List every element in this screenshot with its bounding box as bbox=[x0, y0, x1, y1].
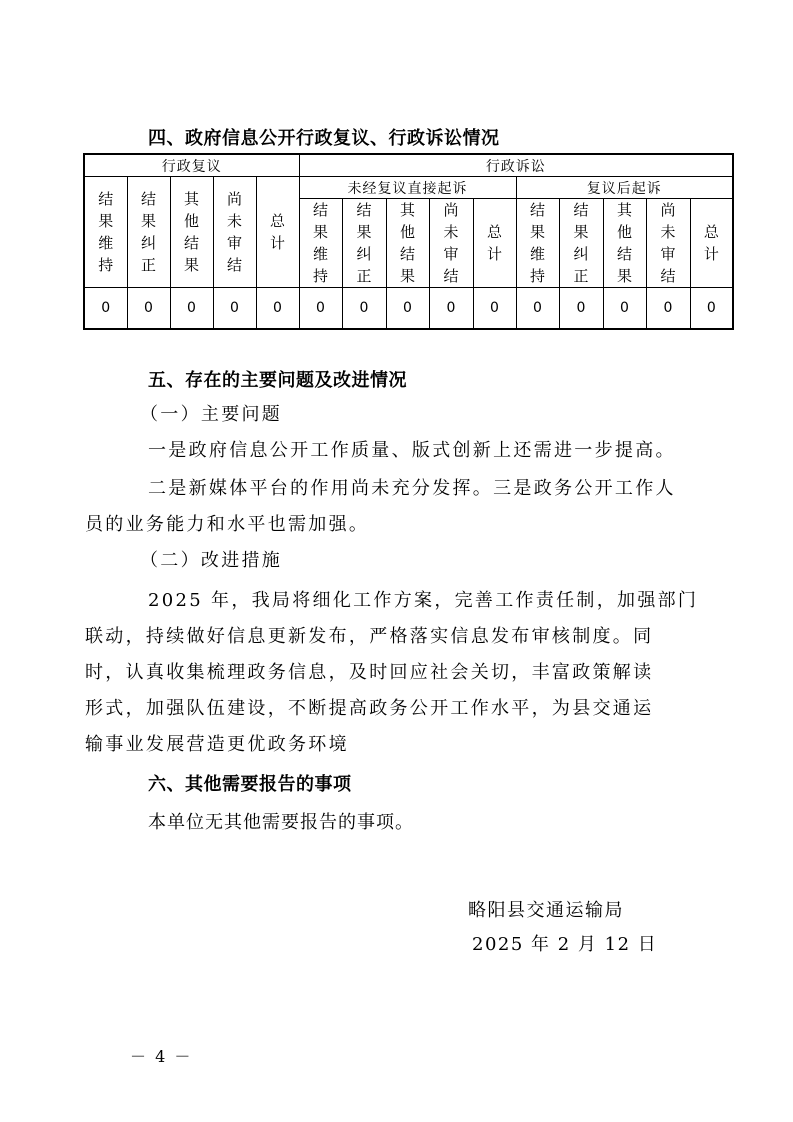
col-direct-total: 总计 bbox=[473, 199, 516, 288]
col-after-other: 其他结果 bbox=[603, 199, 646, 288]
signature-organization: 略阳县交通运输局 bbox=[468, 900, 624, 921]
page-number: － 4 － bbox=[130, 1047, 193, 1066]
value-cell: 0 bbox=[559, 288, 603, 330]
value-cell: 0 bbox=[603, 288, 646, 330]
col-direct-pending: 尚未审结 bbox=[429, 199, 473, 288]
paragraph-problem-1: 一是政府信息公开工作质量、版式创新上还需进一步提高。 bbox=[148, 440, 676, 461]
col-review-upheld: 结果维持 bbox=[84, 177, 127, 288]
section4-heading: 四、政府信息公开行政复议、行政诉讼情况 bbox=[148, 128, 500, 149]
col-after-corrected: 结果纠正 bbox=[559, 199, 603, 288]
paragraph-improvements-line5: 输事业发展营造更优政务环境 bbox=[85, 734, 349, 755]
value-cell: 0 bbox=[170, 288, 213, 330]
subheading-improvements: （二）改进措施 bbox=[140, 550, 283, 571]
col-review-total: 总计 bbox=[256, 177, 299, 288]
paragraph-problem-2-line2: 员的业务能力和水平也需加强。 bbox=[85, 514, 370, 535]
col-direct-corrected: 结果纠正 bbox=[342, 199, 386, 288]
col-after-total: 总计 bbox=[690, 199, 733, 288]
value-cell: 0 bbox=[127, 288, 170, 330]
header-direct-suit: 未经复议直接起诉 bbox=[299, 177, 516, 199]
value-cell: 0 bbox=[299, 288, 342, 330]
header-admin-litigation: 行政诉讼 bbox=[299, 154, 733, 177]
value-cell: 0 bbox=[342, 288, 386, 330]
paragraph-no-other-matters: 本单位无其他需要报告的事项。 bbox=[148, 812, 414, 833]
section6-heading: 六、其他需要报告的事项 bbox=[148, 774, 352, 795]
col-direct-upheld: 结果维持 bbox=[299, 199, 342, 288]
signature-date: 2025 年 2 月 12 日 bbox=[472, 934, 658, 955]
paragraph-problem-2-line1: 二是新媒体平台的作用尚未充分发挥。三是政务公开工作人 bbox=[148, 478, 676, 499]
value-cell: 0 bbox=[516, 288, 559, 330]
value-cell: 0 bbox=[213, 288, 256, 330]
col-review-corrected: 结果纠正 bbox=[127, 177, 170, 288]
paragraph-improvements-line1: 2025 年，我局将细化工作方案，完善工作责任制，加强部门 bbox=[148, 590, 699, 611]
section5-heading: 五、存在的主要问题及改进情况 bbox=[148, 370, 407, 391]
review-litigation-table bbox=[83, 153, 734, 330]
col-after-upheld: 结果维持 bbox=[516, 199, 559, 288]
value-cell: 0 bbox=[84, 288, 127, 330]
paragraph-improvements-line3: 时，认真收集梳理政务信息，及时回应社会关切，丰富政策解读 bbox=[85, 662, 654, 683]
header-admin-review: 行政复议 bbox=[84, 154, 299, 177]
value-cell: 0 bbox=[429, 288, 473, 330]
value-cell: 0 bbox=[646, 288, 690, 330]
header-suit-after-review: 复议后起诉 bbox=[516, 177, 733, 199]
paragraph-improvements-line2: 联动，持续做好信息更新发布，严格落实信息发布审核制度。同 bbox=[85, 626, 654, 647]
value-cell: 0 bbox=[473, 288, 516, 330]
value-cell: 0 bbox=[690, 288, 733, 330]
col-review-pending: 尚未审结 bbox=[213, 177, 256, 288]
paragraph-improvements-line4: 形式，加强队伍建设，不断提高政务公开工作水平，为县交通运 bbox=[85, 698, 654, 719]
col-direct-other: 其他结果 bbox=[386, 199, 429, 288]
col-after-pending: 尚未审结 bbox=[646, 199, 690, 288]
subheading-main-problems: （一）主要问题 bbox=[140, 404, 283, 425]
value-cell: 0 bbox=[256, 288, 299, 330]
value-cell: 0 bbox=[386, 288, 429, 330]
col-review-other: 其他结果 bbox=[170, 177, 213, 288]
